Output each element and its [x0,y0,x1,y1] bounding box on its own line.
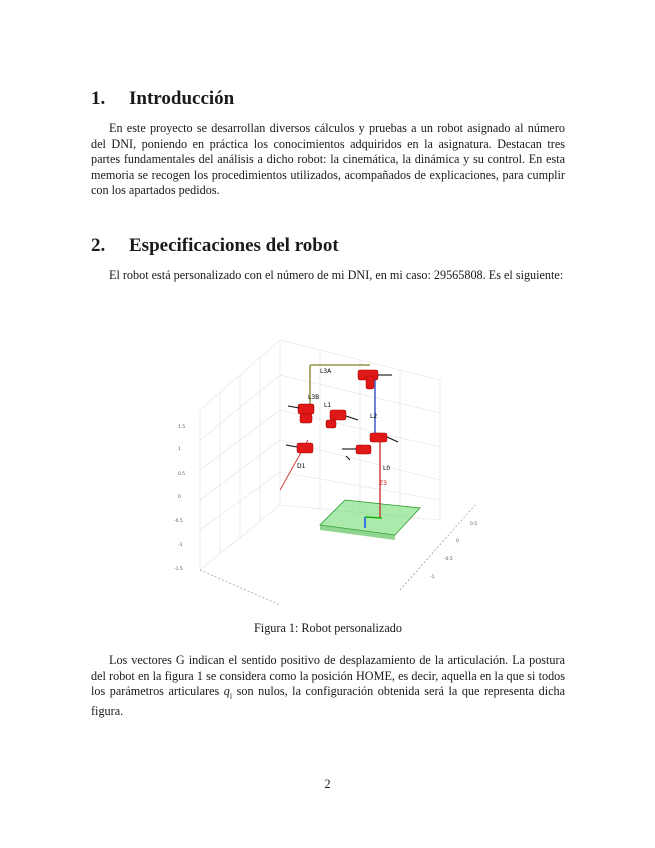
closing-paragraph-before: Los vectores G indican el sentido positivo de desplazamiento de la articulación. La postura del robot en la figura 1 se considera como la posición HOME, es decir, aquella en la que si todos los parámetros articulares [91,653,565,699]
section-1-number: 1. [91,88,106,109]
robot-3d-plot [160,320,490,610]
z-tick: 1 [178,447,181,452]
z-axis-ticks [174,424,185,572]
y-tick: 0.5 [470,522,478,527]
label-l0: L0 [383,465,391,472]
section-1-title: Introducción [129,88,235,109]
z-tick: 0 [178,495,181,500]
label-l2: L2 [370,413,378,420]
section-2-heading [91,235,339,257]
label-l1: L1 [324,402,332,409]
figure-caption: Figura 1: Robot personalizado [254,621,402,635]
y-tick: -1 [430,575,435,580]
page-number: 2 [324,777,331,791]
robot-links [280,365,380,517]
z-tick: -1.5 [174,567,183,572]
y-tick: 0 [456,539,459,544]
math-q: q [223,684,230,699]
section-2-number: 2. [91,235,106,256]
label-l3a: L3A [320,368,332,375]
z-tick: -0.5 [174,519,183,524]
z-tick: -1 [178,543,183,548]
robot-figure [160,320,490,610]
label-d1: D1 [297,463,306,470]
y-tick: -0.5 [444,557,453,562]
intro-paragraph-text: En este proyecto se desarrollan diversos cálculos y pruebas a un robot asignado al número del DNI, poniendo en práctica los conocimientos adquiridos en la asignatura. Destacan tres partes fundamentales del análisis a dicho robot: la cinemática, la dinámica y su control. En esta memoria se recogen los procedimientos utilizados, acompañados de explicaciones, para cumplir con los apartados pedidos. [91,121,565,198]
closing-paragraph [91,653,565,720]
label-l3b: L3B [308,394,320,401]
robot-base-plate [320,500,420,540]
math-subscript: i [229,691,233,701]
section-1-heading [91,88,234,110]
right-axis-ticks [430,521,477,580]
label-z3: Z3 [379,480,387,487]
z-tick: 1.5 [178,425,186,430]
z-tick: 0.5 [178,472,186,477]
intro-paragraph [91,121,565,199]
section-2-title: Especificaciones del robot [129,235,339,256]
specs-paragraph [91,268,565,284]
specs-paragraph-text: El robot está personalizado con el número de mi DNI, en mi caso: 29565808. Es el siguiente: [109,268,564,282]
closing-paragraph-after: son nulos, la configuración obtenida será la que representa dicha figura. [91,684,565,719]
